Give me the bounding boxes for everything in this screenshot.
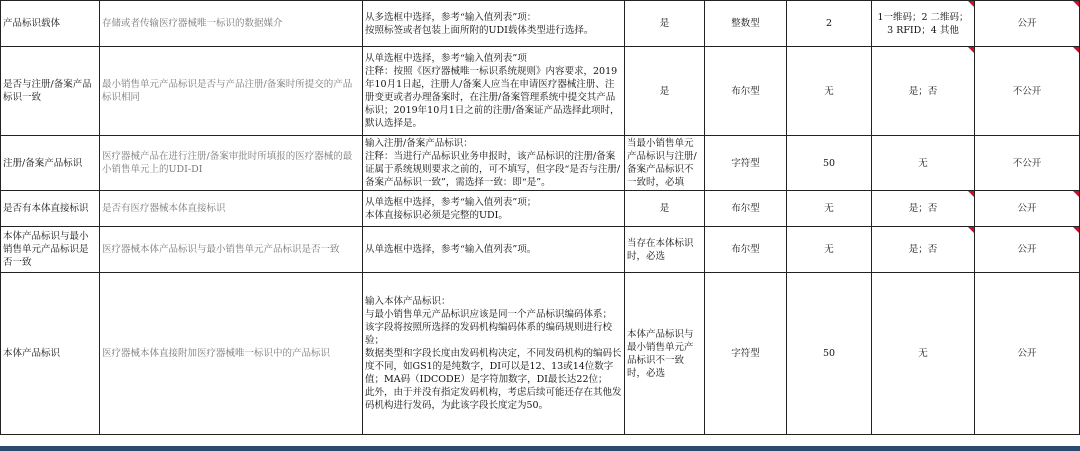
comment-marker-icon	[1073, 191, 1079, 197]
required-condition-cell	[625, 136, 705, 191]
input-rule-cell-text: 输入注册/备案产品标识： 注释：当进行产品标识业务申报时，该产品标识的注册/备案证属于系统规则要求之前的，可不填写，但字段“是否与注册/备案产品标识一致”，需选择一致：即“是”。	[365, 138, 621, 188]
data-type-cell-text: 字符型	[731, 157, 760, 169]
input-values-cell	[872, 47, 975, 136]
input-rule-cell-text: 从单选框中选择，参考“输入值列表”项； 本体直接标识必须是完整的UDI。	[365, 196, 537, 221]
data-type-cell-text: 布尔型	[731, 203, 760, 214]
table-row	[1, 136, 1080, 191]
field-description-cell-text: 存储或者传输医疗器械唯一标识的数据媒介	[102, 18, 283, 29]
field-length-cell	[787, 1, 872, 47]
table-row	[1, 227, 1080, 273]
field-length-cell	[787, 136, 872, 191]
disclosure-cell	[975, 1, 1080, 47]
disclosure-cell-text: 公开	[1017, 244, 1037, 255]
field-length-cell-text: 2	[825, 18, 833, 29]
comment-marker-icon	[968, 227, 974, 233]
disclosure-cell	[975, 47, 1080, 136]
field-description-cell-text: 医疗器械本体直接附加医疗器械唯一标识中的产品标识	[102, 348, 331, 359]
field-name-cell-text: 是否有本体直接标识	[3, 203, 89, 214]
data-type-cell	[705, 273, 787, 435]
input-values-cell-text: 无	[918, 157, 928, 169]
comment-marker-icon	[968, 191, 974, 197]
comment-marker-icon	[968, 1, 974, 7]
comment-marker-icon	[1073, 47, 1079, 53]
input-values-cell-text: 是；否	[908, 244, 938, 255]
field-name-cell	[1, 227, 100, 273]
field-description-cell-text: 医疗器械本体产品标识与最小销售单元产品标识是否一致	[102, 244, 340, 255]
required-condition-cell-text: 是	[659, 18, 670, 29]
input-values-cell	[872, 273, 975, 435]
field-length-cell-text: 50	[822, 348, 836, 359]
input-values-cell	[872, 191, 975, 227]
field-name-cell-text: 产品标识载体	[3, 18, 61, 29]
field-name-cell-text: 注册/备案产品标识	[3, 157, 83, 169]
data-type-cell	[705, 191, 787, 227]
required-condition-cell-text: 是	[659, 85, 670, 97]
comment-marker-icon	[1073, 227, 1079, 233]
disclosure-cell-text: 不公开	[1012, 157, 1042, 169]
required-condition-cell-text: 当最小销售单元产品标识与注册/备案产品标识不一致时，必填	[627, 138, 697, 188]
data-type-cell	[705, 47, 787, 136]
data-type-cell-text: 布尔型	[731, 244, 760, 255]
field-name-cell	[1, 47, 100, 136]
required-condition-cell-text: 当存在本体标识时，必选	[627, 237, 694, 262]
field-description-cell-text: 医疗器械产品在进行注册/备案审批时所填报的医疗器械的最小销售单元上的UDI-DI	[102, 151, 353, 175]
field-name-cell	[1, 136, 100, 191]
table-row	[1, 273, 1080, 435]
data-type-cell-text: 整数型	[731, 18, 760, 29]
required-condition-cell	[625, 47, 705, 136]
disclosure-cell	[975, 191, 1080, 227]
required-condition-cell	[625, 273, 705, 435]
input-values-cell	[872, 1, 975, 47]
field-length-cell-text: 无	[824, 85, 834, 97]
input-values-cell-text: 是；否	[908, 203, 938, 214]
field-name-cell	[1, 1, 100, 47]
field-description-cell	[100, 47, 363, 136]
disclosure-cell-text: 公开	[1017, 348, 1037, 359]
input-values-cell-text: 1一维码；2 二维码； 3 RFID；4 其他	[877, 11, 969, 36]
required-condition-cell	[625, 191, 705, 227]
disclosure-cell	[975, 227, 1080, 273]
input-values-cell	[872, 227, 975, 273]
input-values-cell-text: 是；否	[908, 85, 938, 97]
input-values-cell-text: 无	[918, 348, 928, 359]
table-row	[1, 191, 1080, 227]
field-length-cell-text: 50	[822, 157, 836, 169]
input-rule-cell	[363, 227, 625, 273]
input-rule-cell	[363, 273, 625, 435]
disclosure-cell-text: 公开	[1017, 203, 1037, 214]
input-rule-cell-text: 输入本体产品标识： 与最小销售单元产品标识应该是同一个产品标识编码体系； 该字段将按照所选择的发码机构编码体系的编码规则进行校验； 数据类型和字段长度由发码机构决定，不同发码机构的编码长度不同，如GS1的是纯数字，DI可以是12、13或14位数字值；MA码（IDCODE）是字符加数字，DI最长达22位； 此外，由于并没有指定发码机构，考虑后续可能还存在其他发码机构进行发码，为此该字段长度定为50。	[365, 296, 622, 411]
disclosure-cell-text: 公开	[1017, 18, 1037, 29]
field-length-cell	[787, 273, 872, 435]
table-row	[1, 47, 1080, 136]
comment-marker-icon	[968, 47, 974, 53]
field-length-cell	[787, 227, 872, 273]
field-name-cell	[1, 191, 100, 227]
data-type-cell	[705, 136, 787, 191]
required-condition-cell	[625, 1, 705, 47]
data-type-cell-text: 字符型	[731, 348, 760, 359]
field-description-cell-text: 是否有医疗器械本体直接标识	[102, 203, 226, 214]
field-name-cell-text: 是否与注册/备案产品标识一致	[3, 79, 92, 103]
data-type-cell-text: 布尔型	[731, 85, 760, 97]
disclosure-cell	[975, 273, 1080, 435]
field-description-cell	[100, 227, 363, 273]
field-name-cell-text: 本体产品标识	[3, 348, 61, 359]
comment-marker-icon	[1073, 1, 1079, 7]
field-description-cell	[100, 273, 363, 435]
input-rule-cell	[363, 191, 625, 227]
input-rule-cell	[363, 136, 625, 191]
table-row	[1, 1, 1080, 47]
disclosure-cell-text: 不公开	[1012, 85, 1042, 97]
field-description-cell	[100, 136, 363, 191]
input-rule-cell-text: 从单选框中选择，参考“输入值列表”项 注释：按照《医疗器械唯一标识系统规则》内容要求，2019年10月1日起，注册人/备案人应当在申请医疗器械注册、注册变更或者办理备案时，在注册/备案管理系统中提交其产品标识；2019年10月1日之前的注册/备案证产品选择此项时，默认选择是。	[365, 53, 620, 129]
field-name-cell	[1, 273, 100, 435]
field-length-cell	[787, 47, 872, 136]
input-values-cell	[872, 136, 975, 191]
data-type-cell	[705, 227, 787, 273]
field-length-cell-text: 无	[824, 203, 834, 214]
field-length-cell	[787, 191, 872, 227]
field-length-cell-text: 无	[824, 244, 834, 255]
input-rule-cell	[363, 1, 625, 47]
field-description-cell	[100, 1, 363, 47]
data-type-cell	[705, 1, 787, 47]
required-condition-cell-text: 是	[659, 203, 670, 214]
input-rule-cell-text: 从单选框中选择，参考“输入值列表”项。	[365, 244, 537, 255]
input-rule-cell-text: 从多选框中选择，参考“输入值列表”项： 按照标签或者包装上面所附的UDI载体类型进行选择。	[365, 11, 594, 36]
input-rule-cell	[363, 47, 625, 136]
disclosure-cell	[975, 136, 1080, 191]
field-description-cell	[100, 191, 363, 227]
field-description-cell-text: 最小销售单元产品标识是否与产品注册/备案时所提交的产品标识相同	[102, 79, 353, 103]
required-condition-cell-text: 本体产品标识与最小销售单元产品标识不一致时，必选	[627, 328, 694, 379]
bottom-bar	[0, 446, 1080, 451]
field-name-cell-text: 本体产品标识与最小销售单元产品标识是否一致	[3, 231, 89, 268]
required-condition-cell	[625, 227, 705, 273]
